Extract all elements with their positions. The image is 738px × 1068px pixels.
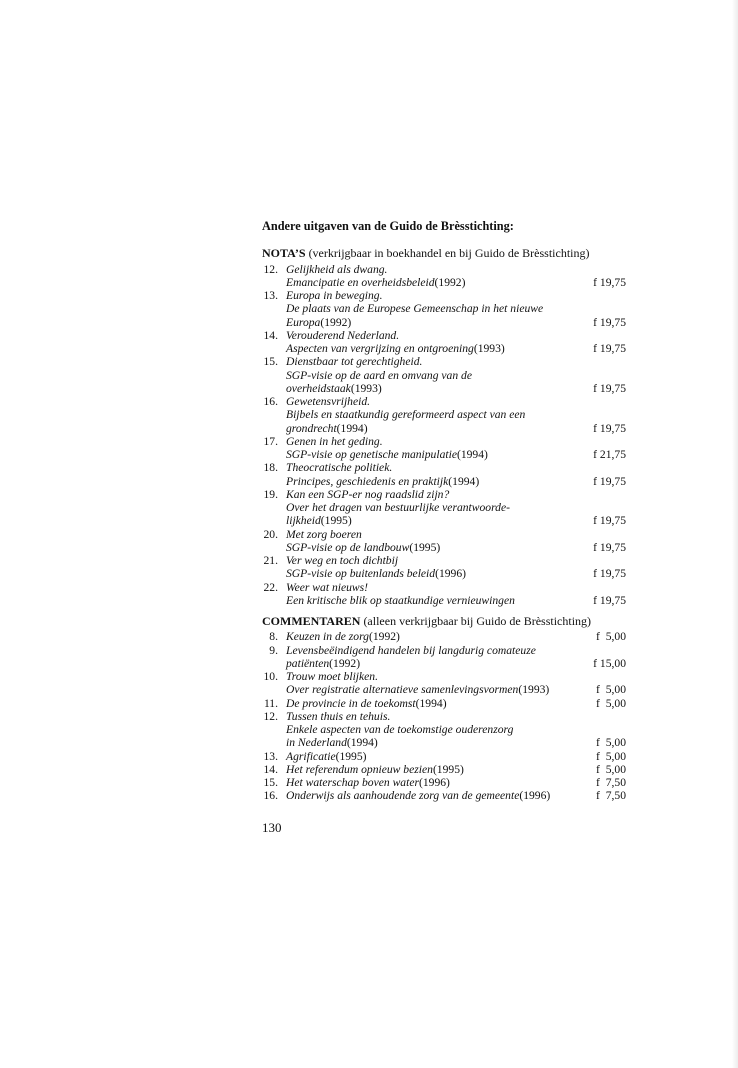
- item-year: (1993): [518, 683, 550, 697]
- item-title-line: [286, 302, 586, 315]
- item-title-line: [286, 581, 586, 594]
- item-title-line: [286, 528, 586, 541]
- item-title-line: [286, 475, 586, 488]
- item-year: (1992): [368, 630, 400, 644]
- item-title-text: Principes, geschiedenis en praktijk: [286, 474, 449, 488]
- list-item: [262, 289, 634, 329]
- page-heading: Andere uitgaven van de Guido de Brèsstichting:: [262, 219, 514, 233]
- commentaren-subtitle: (alleen verkrijgbaar bij Guido de Brèsstichting): [363, 614, 592, 628]
- item-price: f 19,75: [593, 315, 626, 329]
- item-price: f 19,75: [593, 474, 626, 488]
- item-title-text: Kan een SGP-er nog raadslid zijn?: [286, 487, 450, 501]
- list-item: [262, 776, 634, 789]
- list-item: [262, 763, 634, 776]
- item-title-text: De plaats van de Europese Gemeenschap in het nieuwe: [286, 302, 544, 316]
- item-year: (1994): [456, 448, 488, 461]
- item-number: 21.: [263, 554, 278, 567]
- item-title-text: Tussen thuis en tehuis.: [286, 709, 391, 723]
- item-title-line: [286, 723, 586, 736]
- page-number: 130: [262, 820, 282, 835]
- item-title-text: Trouw moet blijken.: [286, 670, 378, 683]
- item-title-text: Het referendum opnieuw bezien: [286, 762, 433, 776]
- item-title-text: grondrecht: [286, 421, 337, 435]
- item-title-line: [286, 355, 586, 368]
- item-title-text: Over het dragen van bestuurlijke verantwoorde-: [286, 501, 510, 514]
- item-title-text: SGP-visie op de landbouw: [286, 540, 410, 554]
- item-number: 20.: [263, 527, 278, 541]
- publications-list: [262, 220, 634, 811]
- list-item: [262, 789, 634, 802]
- item-title-text: Keuzen in de zorg: [286, 630, 369, 644]
- item-title-line: [286, 435, 586, 448]
- item-title-text: Dienstbaar tot gerechtigheid.: [286, 355, 423, 369]
- notas-title: NOTA’S: [262, 246, 306, 261]
- item-title-line: [286, 329, 586, 342]
- list-item: [262, 435, 634, 462]
- item-year: (1992): [329, 656, 361, 670]
- item-number: 14.: [263, 762, 278, 776]
- item-price: f 5,00: [596, 683, 626, 697]
- list-item: [262, 395, 634, 435]
- item-title-text: Onderwijs als aanhoudende zorg van de gemeente: [286, 789, 520, 803]
- item-price: f 19,75: [593, 514, 626, 528]
- item-number: 10.: [263, 670, 278, 683]
- item-price: f 7,50: [596, 789, 626, 803]
- item-title-text: SGP-visie op buitenlands beleid: [286, 567, 436, 581]
- item-title-line: [286, 263, 586, 276]
- item-title-line: [286, 644, 586, 657]
- item-number: 22.: [263, 580, 278, 594]
- item-number: 17.: [263, 434, 278, 448]
- item-title-text: SGP-visie op de aard en omvang van de: [286, 368, 472, 382]
- item-price: f 5,00: [596, 736, 626, 750]
- notas-subtitle: (verkrijgbaar in boekhandel en bij Guido de Brèsstichting): [308, 246, 590, 261]
- item-year: (1993): [350, 381, 382, 395]
- item-number: 15.: [263, 776, 278, 789]
- item-title-text: Verouderend Nederland.: [286, 328, 400, 342]
- item-year: (1995): [320, 514, 352, 528]
- item-title-line: [286, 422, 586, 435]
- item-number: 13.: [263, 749, 278, 763]
- page-edge-shadow: [732, 0, 738, 1068]
- item-title-text: Met zorg boeren: [286, 527, 362, 541]
- item-title-text: Het waterschap boven water: [286, 776, 419, 789]
- item-title-line: [286, 657, 586, 670]
- item-title-line: [286, 276, 586, 289]
- item-title-text: Levensbeëindigend handelen bij langdurig comateuze: [286, 643, 536, 657]
- item-title-line: [286, 670, 586, 683]
- item-title-line: [286, 408, 586, 421]
- item-year: (1995): [432, 762, 464, 776]
- item-title-text: Genen in het geding.: [286, 434, 383, 448]
- item-year: (1995): [409, 540, 441, 554]
- item-number: 15.: [263, 355, 278, 369]
- item-title-line: [286, 763, 586, 776]
- item-year: (1992): [320, 315, 352, 329]
- item-price: f 19,75: [593, 540, 626, 554]
- item-year: (1995): [335, 749, 367, 763]
- item-year: (1994): [415, 696, 447, 710]
- item-title-text: Agrificatie: [286, 749, 336, 763]
- item-title-line: [286, 710, 586, 723]
- item-title-line: [286, 776, 586, 789]
- item-title-text: Over registratie alternatieve samenlevingsvormen: [286, 683, 519, 697]
- item-title-line: [286, 461, 586, 474]
- item-year: (1994): [448, 474, 480, 488]
- item-number: 19.: [263, 487, 278, 501]
- list-item: [262, 630, 634, 643]
- item-year: (1996): [519, 789, 551, 803]
- item-title-text: Enkele aspecten van de toekomstige ouderenzorg: [286, 723, 514, 736]
- item-price: f 5,00: [596, 749, 626, 763]
- item-title-text: Europa in beweging.: [286, 289, 383, 302]
- item-title-line: [286, 683, 586, 696]
- item-price: f 21,75: [593, 448, 626, 461]
- item-price: f 5,00: [596, 762, 626, 776]
- item-title-line: [286, 789, 586, 802]
- item-price: f 19,75: [593, 381, 626, 395]
- item-title-line: [286, 316, 586, 329]
- item-title-line: [286, 382, 586, 395]
- item-number: 16.: [263, 789, 278, 803]
- item-title-text: Een kritische blik op staatkundige vernieuwingen: [286, 593, 515, 607]
- item-title-line: [286, 594, 586, 607]
- item-year: (1994): [336, 421, 368, 435]
- list-item: [262, 750, 634, 763]
- item-price: f 19,75: [593, 421, 626, 435]
- item-number: 12.: [263, 262, 278, 276]
- item-title-text: Weer wat nieuws!: [286, 580, 369, 594]
- item-title-line: [286, 289, 586, 302]
- item-title-text: Europa: [286, 315, 321, 329]
- item-title-text: Ver weg en toch dichtbij: [286, 554, 399, 567]
- item-price: f 19,75: [593, 567, 626, 581]
- list-item: [262, 329, 634, 356]
- notas-section-title: [262, 247, 634, 260]
- item-title-text: SGP-visie op genetische manipulatie: [286, 448, 457, 461]
- item-year: (1996): [435, 567, 466, 581]
- item-price: f 19,75: [593, 593, 626, 607]
- item-price: f 15,00: [593, 656, 626, 670]
- item-year: (1994): [346, 736, 378, 750]
- item-number: 8.: [269, 630, 278, 644]
- item-title-text: Bijbels en staatkundig gereformeerd aspect van een: [286, 408, 526, 422]
- item-title-text: in Nederland: [286, 736, 347, 750]
- item-price: f 5,00: [596, 630, 626, 644]
- item-year: (1993): [473, 342, 505, 355]
- item-title-line: [286, 488, 586, 501]
- item-title-line: [286, 567, 586, 580]
- item-title-line: [286, 750, 586, 763]
- item-year: (1992): [434, 275, 466, 289]
- list-item: [262, 355, 634, 395]
- item-title-line: [286, 630, 586, 643]
- commentaren-list: [262, 630, 634, 802]
- item-title-text: overheidstaak: [286, 381, 351, 395]
- list-item: [262, 710, 634, 750]
- item-title-text: Theocratische politiek.: [286, 461, 393, 475]
- item-title-line: [286, 554, 586, 567]
- item-year: (1996): [418, 776, 450, 789]
- item-number: 13.: [263, 289, 278, 302]
- list-item: [262, 461, 634, 488]
- list-item: [262, 488, 634, 528]
- list-item: [262, 670, 634, 697]
- item-title-line: [286, 736, 586, 749]
- list-item: [262, 581, 634, 608]
- item-number: 16.: [263, 395, 278, 408]
- commentaren-title: COMMENTAREN: [262, 614, 361, 628]
- commentaren-section-title: [262, 615, 634, 628]
- item-title-line: [286, 541, 586, 554]
- item-title-line: [286, 448, 586, 461]
- item-number: 12.: [263, 709, 278, 723]
- list-item: [262, 263, 634, 290]
- item-title-text: patiënten: [286, 656, 330, 670]
- item-title-line: [286, 395, 586, 408]
- item-title-line: [286, 501, 586, 514]
- item-price: f 7,50: [596, 776, 626, 789]
- item-title-line: [286, 342, 586, 355]
- item-title-text: lijkheid: [286, 514, 321, 528]
- list-item: [262, 697, 634, 710]
- notas-list: [262, 263, 634, 608]
- item-title-text: Emancipatie en overheidsbeleid: [286, 275, 435, 289]
- item-price: f 5,00: [596, 696, 626, 710]
- item-title-text: Gelijkheid als dwang.: [286, 262, 388, 276]
- item-title-line: [286, 369, 586, 382]
- item-number: 14.: [263, 328, 278, 342]
- item-title-text: De provincie in de toekomst: [286, 696, 416, 710]
- list-item: [262, 528, 634, 555]
- item-title-line: [286, 697, 586, 710]
- item-title-text: Gewetensvrijheid.: [286, 395, 371, 408]
- item-number: 9.: [269, 643, 278, 657]
- item-price: f 19,75: [593, 275, 626, 289]
- item-price: f 19,75: [593, 342, 626, 355]
- list-item: [262, 554, 634, 581]
- item-title-line: [286, 514, 586, 527]
- item-number: 18.: [263, 461, 278, 475]
- list-item: [262, 644, 634, 671]
- item-title-text: Aspecten van vergrijzing en ontgroening: [286, 342, 474, 355]
- item-number: 11.: [263, 696, 278, 710]
